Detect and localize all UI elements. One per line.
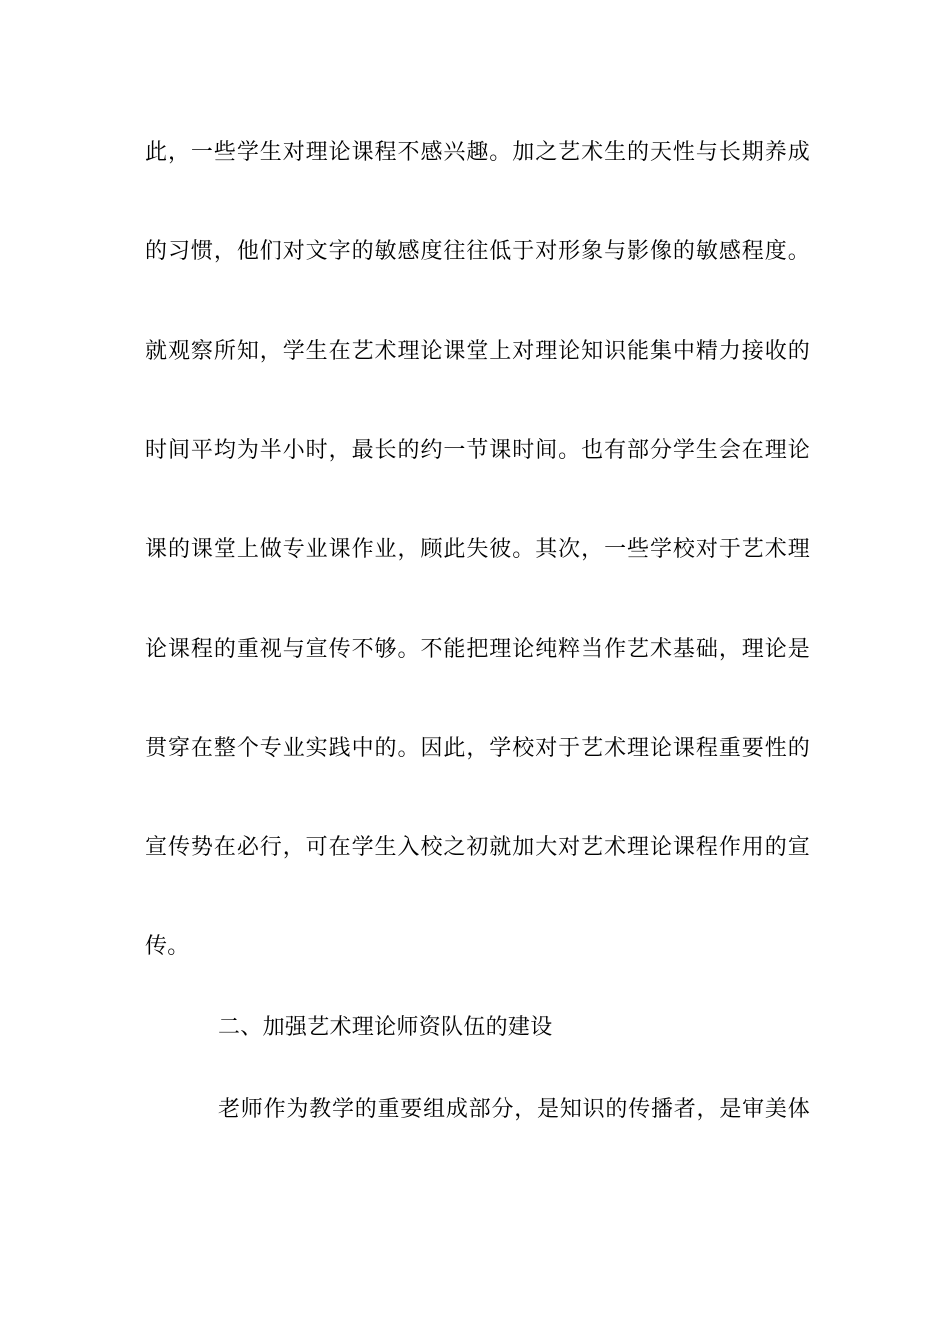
- section-heading: 二、加强艺术理论师资队伍的建设: [218, 1015, 553, 1040]
- body-text-line: 就观察所知，学生在艺术理论课堂上对理论知识能集中精力接收的: [145, 339, 810, 364]
- body-text-line: 传。: [145, 934, 190, 959]
- body-text-line: 贯穿在整个专业实践中的。因此，学校对于艺术理论课程重要性的: [145, 736, 810, 761]
- body-text-line: 老师作为教学的重要组成部分，是知识的传播者，是审美体: [218, 1097, 810, 1122]
- body-text-line: 课的课堂上做专业课作业，顾此失彼。其次，一些学校对于艺术理: [145, 537, 810, 562]
- body-text-line: 的习惯，他们对文字的敏感度往往低于对形象与影像的敏感程度。: [145, 239, 810, 264]
- body-text-line: 论课程的重视与宣传不够。不能把理论纯粹当作艺术基础，理论是: [145, 637, 810, 662]
- body-text-line: 宣传势在必行，可在学生入校之初就加大对艺术理论课程作用的宣: [145, 835, 810, 860]
- body-text-line: 此，一些学生对理论课程不感兴趣。加之艺术生的天性与长期养成: [145, 140, 810, 165]
- body-text-line: 时间平均为半小时，最长的约一节课时间。也有部分学生会在理论: [145, 438, 810, 463]
